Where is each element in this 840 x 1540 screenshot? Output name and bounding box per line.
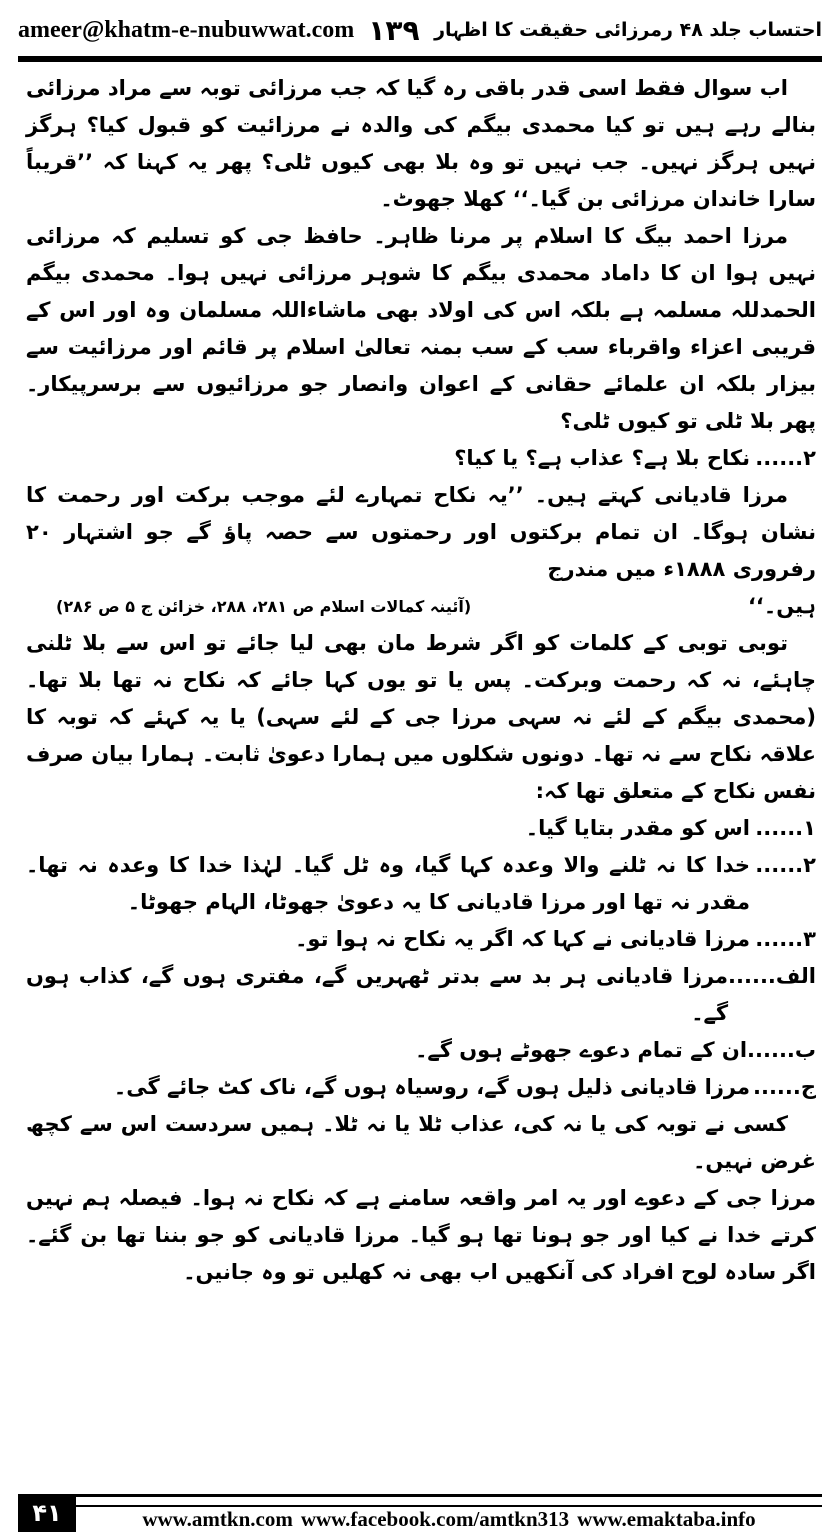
item-text: مرزا قادیانی ہر بد سے بدتر ٹھہریں گے، مفتری ہوں گے، کذاب ہوں گے۔ <box>26 964 729 1025</box>
item-marker: ۲...... <box>755 446 816 470</box>
list-item <box>26 1032 816 1069</box>
page-header <box>18 10 822 50</box>
list-item-question <box>26 440 816 477</box>
paragraph-1: اب سوال فقط اسی قدر باقی رہ گیا کہ جب مرزائی توبہ سے مراد مرزائی بنالے رہے ہیں تو کیا محمدی بیگم کی والدہ نے مرزائیت کو قبول کیا؟ ہرگز نہیں ہرگز نہیں۔ جب نہیں تو وہ بلا بھی کیوں ٹلی؟ پھر یہ کہنا کہ ’’قریباً سارا خاندان مرزائی بن گیا۔‘‘ کھلا جھوٹ۔ <box>26 76 816 211</box>
item-marker: الف...... <box>728 964 816 988</box>
header-email[interactable]: ameer@khatm-e-nubuwwat.com <box>18 16 355 43</box>
closing-paragraph-2: مرزا جی کے دعوے اور یہ امر واقعہ سامنے ہے کہ نکاح نہ ہوا۔ فیصلہ ہم نہیں کرتے خدا نے کیا اور جو ہونا تھا ہو گیا۔ مرزا قادیانی کو جو بننا تھا بن گئے۔ اگر سادہ لوح افراد کی آنکھیں اب بھی نہ کھلیں تو وہ جانیں۔ <box>26 1186 816 1284</box>
running-title: احتساب جلد ۴۸ رمرزائی حقیقت کا اظہار <box>434 19 822 41</box>
footer-link-amtkn[interactable]: www.amtkn.com <box>142 1507 293 1531</box>
item-marker: ۳...... <box>755 927 816 951</box>
header-left <box>18 14 420 47</box>
item-text: مرزا قادیانی ذلیل ہوں گے، روسیاہ ہوں گے، ناک کٹ جائے گی۔ <box>113 1075 750 1099</box>
item-marker: ۲...... <box>755 853 816 877</box>
footer-links <box>76 1507 822 1532</box>
page-footer <box>18 1494 822 1532</box>
quote-end: ہیں۔‘‘ <box>747 594 816 618</box>
paragraph-2: مرزا احمد بیگ کا اسلام پر مرنا ظاہر۔ حافظ جی کو تسلیم کہ مرزائی نہیں ہوا ان کا داماد محمدی بیگم کا شوہر مرزائی نہیں ہوا۔ محمدی بیگم الحمدللہ مسلمہ ہے بلکہ اس کی اولاد بھی ماشاءاللہ مسلمان وہ اور اس کے قریبی اعزاء واقرباء سب کے سب بمنہ تعالیٰ اسلام پر قائم اور مرزائیت سے بیزار بلکہ ان علمائے حقانی کے اعوان وانصار جو مرزائیوں سے برسرپیکار۔ پھر بلا ٹلی تو کیوں ٹلی؟ <box>26 224 816 433</box>
item-marker: ب...... <box>747 1038 816 1062</box>
header-rule <box>18 56 822 62</box>
footer-rule <box>76 1494 822 1507</box>
item-text: خدا کا نہ ٹلنے والا وعدہ کہا گیا، وہ ٹل گیا۔ لہٰذا خدا کا وعدہ نہ تھا۔ مقدر نہ تھا اور مرزا قادیانی کا یہ دعویٰ جھوٹا، الہام جھوٹا۔ <box>26 853 750 914</box>
list-item <box>26 1069 816 1106</box>
item-text: ان کے تمام دعوے جھوٹے ہوں گے۔ <box>415 1038 748 1062</box>
item-text: اس کو مقدر بتایا گیا۔ <box>525 816 750 840</box>
list-item <box>26 847 816 921</box>
item-text: نکاح بلا ہے؟ عذاب ہے؟ یا کیا؟ <box>454 446 750 470</box>
page-number: ۱۳۹ <box>368 13 420 47</box>
closing-paragraph-1: کسی نے توبہ کی یا نہ کی، عذاب ٹلا یا نہ ٹلا۔ ہمیں سردست اس سے کچھ غرض نہیں۔ <box>26 1112 816 1173</box>
quote-reference: (آئینہ کمالات اسلام ص ۲۸۱، ۲۸۸، خزائن ج ۵ ص ۲۸۶) <box>56 597 472 616</box>
item-marker: ج...... <box>753 1075 816 1099</box>
item-text: مرزا قادیانی نے کہا کہ اگر یہ نکاح نہ ہوا تو۔ <box>295 927 750 951</box>
list-item <box>26 958 816 1032</box>
footer-link-facebook[interactable]: www.facebook.com/amtkn313 <box>300 1507 570 1531</box>
quote-text: مرزا قادیانی کہتے ہیں۔ ’’یہ نکاح تمہارے لئے موجب برکت اور رحمت کا نشان ہوگا۔ ان تمام برکتوں اور رحمتوں سے حصہ پاؤ گے جو اشتہار ۲۰ رفروری ۱۸۸۸ء میں مندرج <box>26 483 816 581</box>
list-item <box>26 810 816 847</box>
footer-link-emaktaba[interactable]: www.emaktaba.info <box>577 1507 756 1531</box>
footer-right <box>76 1494 822 1532</box>
list-item <box>26 921 816 958</box>
quote-citation-line <box>26 588 816 625</box>
document-body <box>26 70 816 1291</box>
item-marker: ۱...... <box>755 816 816 840</box>
paragraph-3: توبی توبی کے کلمات کو اگر شرط مان بھی لیا جائے تو اس سے بلا ٹلنی چاہئے، نہ کہ رحمت وبرکت۔ پس یا تو یوں کہا جائے کہ نکاح نہ تھا بلا تھا۔ (محمدی بیگم کے لئے نہ سہی مرزا جی کے لئے سہی) یا یہ کہئے کہ توبہ کا علاقہ نکاح سے نہ تھا۔ دونوں شکلوں میں ہمارا دعویٰ ثابت۔ ہمارا بیان صرف نفس نکاح کے متعلق تھا کہ: <box>26 631 816 803</box>
footer-number: ۴۱ <box>18 1494 76 1532</box>
